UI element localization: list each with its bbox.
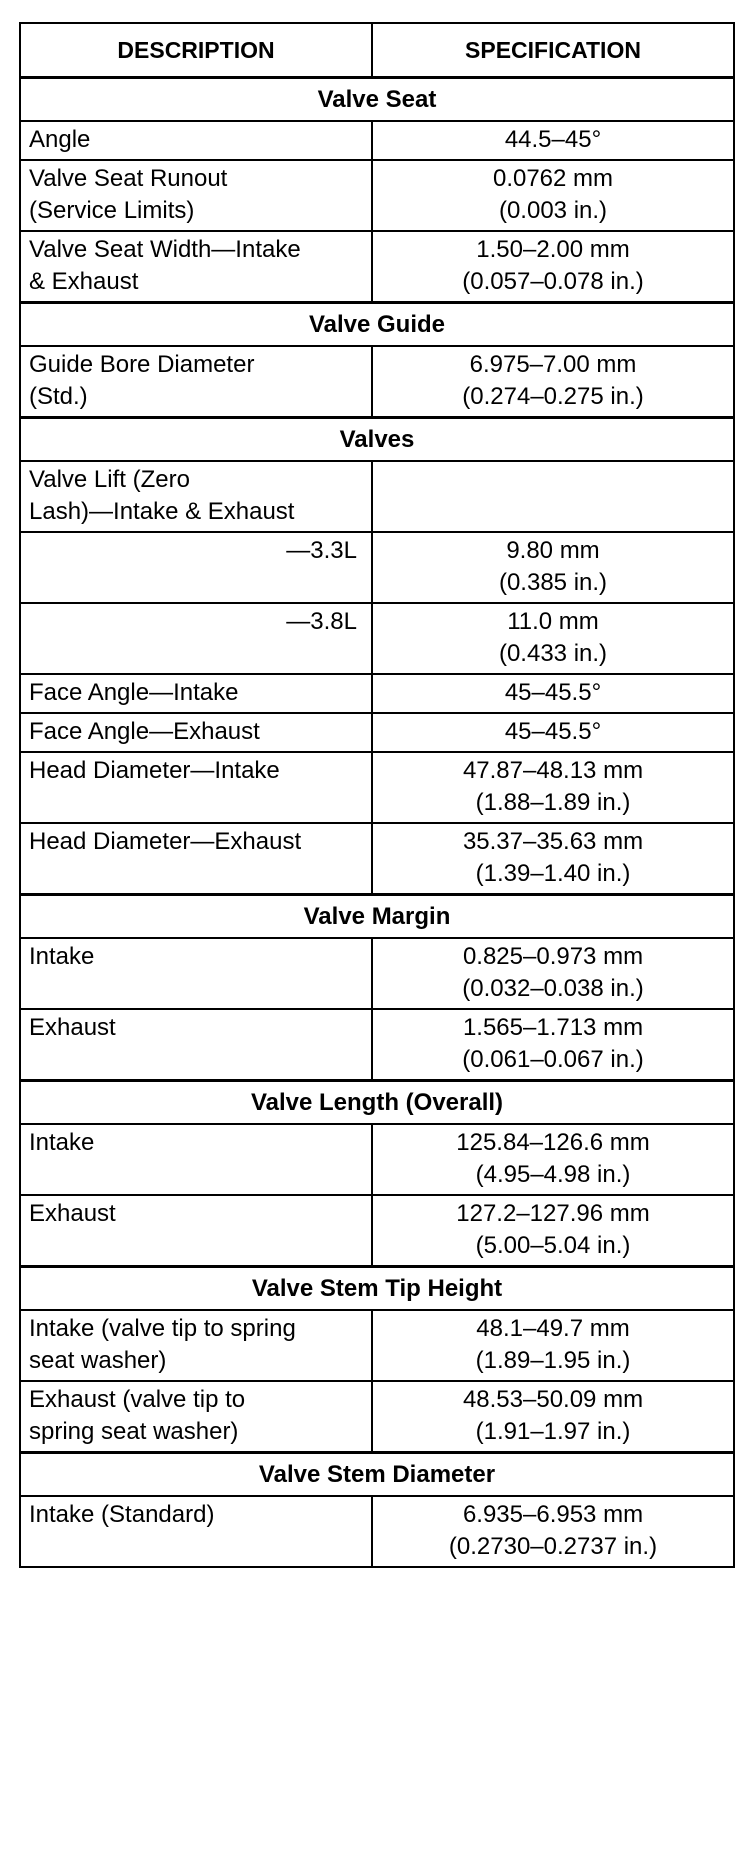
specification-line: 6.935–6.953 mm (462, 1501, 644, 1528)
description-line: Angle (29, 126, 91, 153)
description-line: Valve Lift (Zero (29, 466, 190, 493)
specification-line: 48.53–50.09 mm (462, 1386, 644, 1413)
section-title: Valve Stem Diameter (20, 1453, 734, 1497)
specification-line: 0.825–0.973 mm (462, 943, 644, 970)
table-row (20, 1310, 734, 1381)
description-line: Head Diameter—Exhaust (29, 828, 302, 855)
section-header-row (20, 78, 734, 122)
table-row (20, 752, 734, 823)
table-row (20, 823, 734, 895)
specification-cell (372, 461, 734, 532)
specification-line: (0.061–0.067 in.) (462, 1046, 644, 1073)
description-cell (20, 231, 372, 303)
specification-line: 125.84–126.6 mm (456, 1129, 650, 1156)
description-line: (Std.) (29, 383, 88, 410)
section-header-row (20, 303, 734, 347)
description-cell (20, 160, 372, 231)
description-line: —3.8L (286, 608, 357, 635)
description-cell (20, 603, 372, 674)
description-line: (Service Limits) (29, 197, 195, 224)
table-row (20, 1496, 734, 1567)
specification-cell (372, 938, 734, 1009)
description-line: Intake (valve tip to spring (29, 1315, 296, 1342)
description-line: Intake (29, 1129, 95, 1156)
description-cell (20, 1381, 372, 1453)
specification-line: 11.0 mm (507, 608, 599, 635)
specification-line: (0.274–0.275 in.) (462, 383, 644, 410)
section-header-row (20, 1267, 734, 1311)
specification-cell (372, 160, 734, 231)
section-header-row (20, 1453, 734, 1497)
specification-line: (0.2730–0.2737 in.) (448, 1533, 658, 1560)
description-line: Guide Bore Diameter (29, 351, 255, 378)
table-row (20, 461, 734, 532)
table-body (20, 78, 734, 1568)
description-line: Valve Seat Runout (29, 165, 228, 192)
description-line: Intake (Standard) (29, 1501, 215, 1528)
specification-line: 47.87–48.13 mm (462, 757, 644, 784)
specification-line: 1.565–1.713 mm (462, 1014, 644, 1041)
description-line: Lash)—Intake & Exhaust (29, 498, 295, 525)
specification-cell (372, 1381, 734, 1453)
valve-spec-table (19, 22, 735, 1568)
specification-line: 1.50–2.00 mm (476, 236, 630, 263)
description-cell (20, 461, 372, 532)
table-row (20, 1381, 734, 1453)
specification-line: 6.975–7.00 mm (469, 351, 637, 378)
description-cell (20, 823, 372, 895)
section-header-row (20, 895, 734, 939)
description-line: Head Diameter—Intake (29, 757, 280, 784)
specification-line: 127.2–127.96 mm (456, 1200, 650, 1227)
description-cell (20, 674, 372, 713)
table-row (20, 121, 734, 160)
specification-cell (372, 1124, 734, 1195)
description-line: —3.3L (286, 537, 357, 564)
description-cell (20, 121, 372, 160)
section-title: Valve Length (Overall) (20, 1081, 734, 1125)
table-row (20, 1195, 734, 1267)
description-cell (20, 938, 372, 1009)
specification-cell (372, 1310, 734, 1381)
specification-cell (372, 1496, 734, 1567)
description-line: seat washer) (29, 1347, 167, 1374)
description-cell (20, 752, 372, 823)
description-line: Valve Seat Width—Intake (29, 236, 301, 263)
description-cell (20, 532, 372, 603)
description-cell (20, 1496, 372, 1567)
description-cell (20, 1009, 372, 1081)
specification-line: (1.88–1.89 in.) (475, 789, 631, 816)
description-cell (20, 1124, 372, 1195)
specification-line: 45–45.5° (504, 679, 602, 706)
table-row (20, 1009, 734, 1081)
table-row (20, 938, 734, 1009)
specification-cell (372, 603, 734, 674)
description-line: Exhaust (valve tip to (29, 1386, 246, 1413)
description-line: & Exhaust (29, 268, 139, 295)
column-header-specification: SPECIFICATION (372, 23, 734, 78)
specification-cell (372, 532, 734, 603)
description-cell (20, 1195, 372, 1267)
specification-line: (5.00–5.04 in.) (475, 1232, 631, 1259)
column-header-description: DESCRIPTION (20, 23, 372, 78)
specification-line: (1.91–1.97 in.) (475, 1418, 631, 1445)
table-row (20, 231, 734, 303)
specification-cell (372, 823, 734, 895)
table-row (20, 160, 734, 231)
specification-line: (1.89–1.95 in.) (475, 1347, 631, 1374)
specification-cell (372, 752, 734, 823)
section-title: Valve Guide (20, 303, 734, 347)
specification-cell (372, 346, 734, 418)
specification-line: (0.003 in.) (498, 197, 608, 224)
section-title: Valves (20, 418, 734, 462)
description-cell (20, 713, 372, 752)
section-title: Valve Seat (20, 78, 734, 122)
table-row (20, 674, 734, 713)
description-line: Intake (29, 943, 95, 970)
table-row (20, 713, 734, 752)
table-row (20, 603, 734, 674)
header-row (20, 23, 734, 78)
specification-cell (372, 674, 734, 713)
section-header-row (20, 1081, 734, 1125)
description-line: Face Angle—Exhaust (29, 718, 260, 745)
specification-line: (1.39–1.40 in.) (475, 860, 631, 887)
table-row (20, 532, 734, 603)
specification-cell (372, 1195, 734, 1267)
description-line: Exhaust (29, 1014, 116, 1041)
description-line: spring seat washer) (29, 1418, 239, 1445)
specification-cell (372, 121, 734, 160)
specification-line: (4.95–4.98 in.) (475, 1161, 631, 1188)
section-title: Valve Stem Tip Height (20, 1267, 734, 1311)
specification-line: 45–45.5° (504, 718, 602, 745)
specification-line: (0.433 in.) (498, 640, 608, 667)
specification-line: (0.057–0.078 in.) (462, 268, 644, 295)
description-line: Exhaust (29, 1200, 116, 1227)
table-row (20, 346, 734, 418)
specification-line: 0.0762 mm (492, 165, 614, 192)
table-row (20, 1124, 734, 1195)
specification-line: (0.385 in.) (498, 569, 608, 596)
specification-cell (372, 1009, 734, 1081)
specification-line: 9.80 mm (506, 537, 600, 564)
specification-cell (372, 713, 734, 752)
specification-cell (372, 231, 734, 303)
section-header-row (20, 418, 734, 462)
specification-line: 44.5–45° (504, 126, 602, 153)
section-title: Valve Margin (20, 895, 734, 939)
description-cell (20, 346, 372, 418)
description-line: Face Angle—Intake (29, 679, 239, 706)
specification-line: (0.032–0.038 in.) (462, 975, 644, 1002)
specification-line: 48.1–49.7 mm (476, 1315, 630, 1342)
description-cell (20, 1310, 372, 1381)
specification-line: 35.37–35.63 mm (462, 828, 644, 855)
